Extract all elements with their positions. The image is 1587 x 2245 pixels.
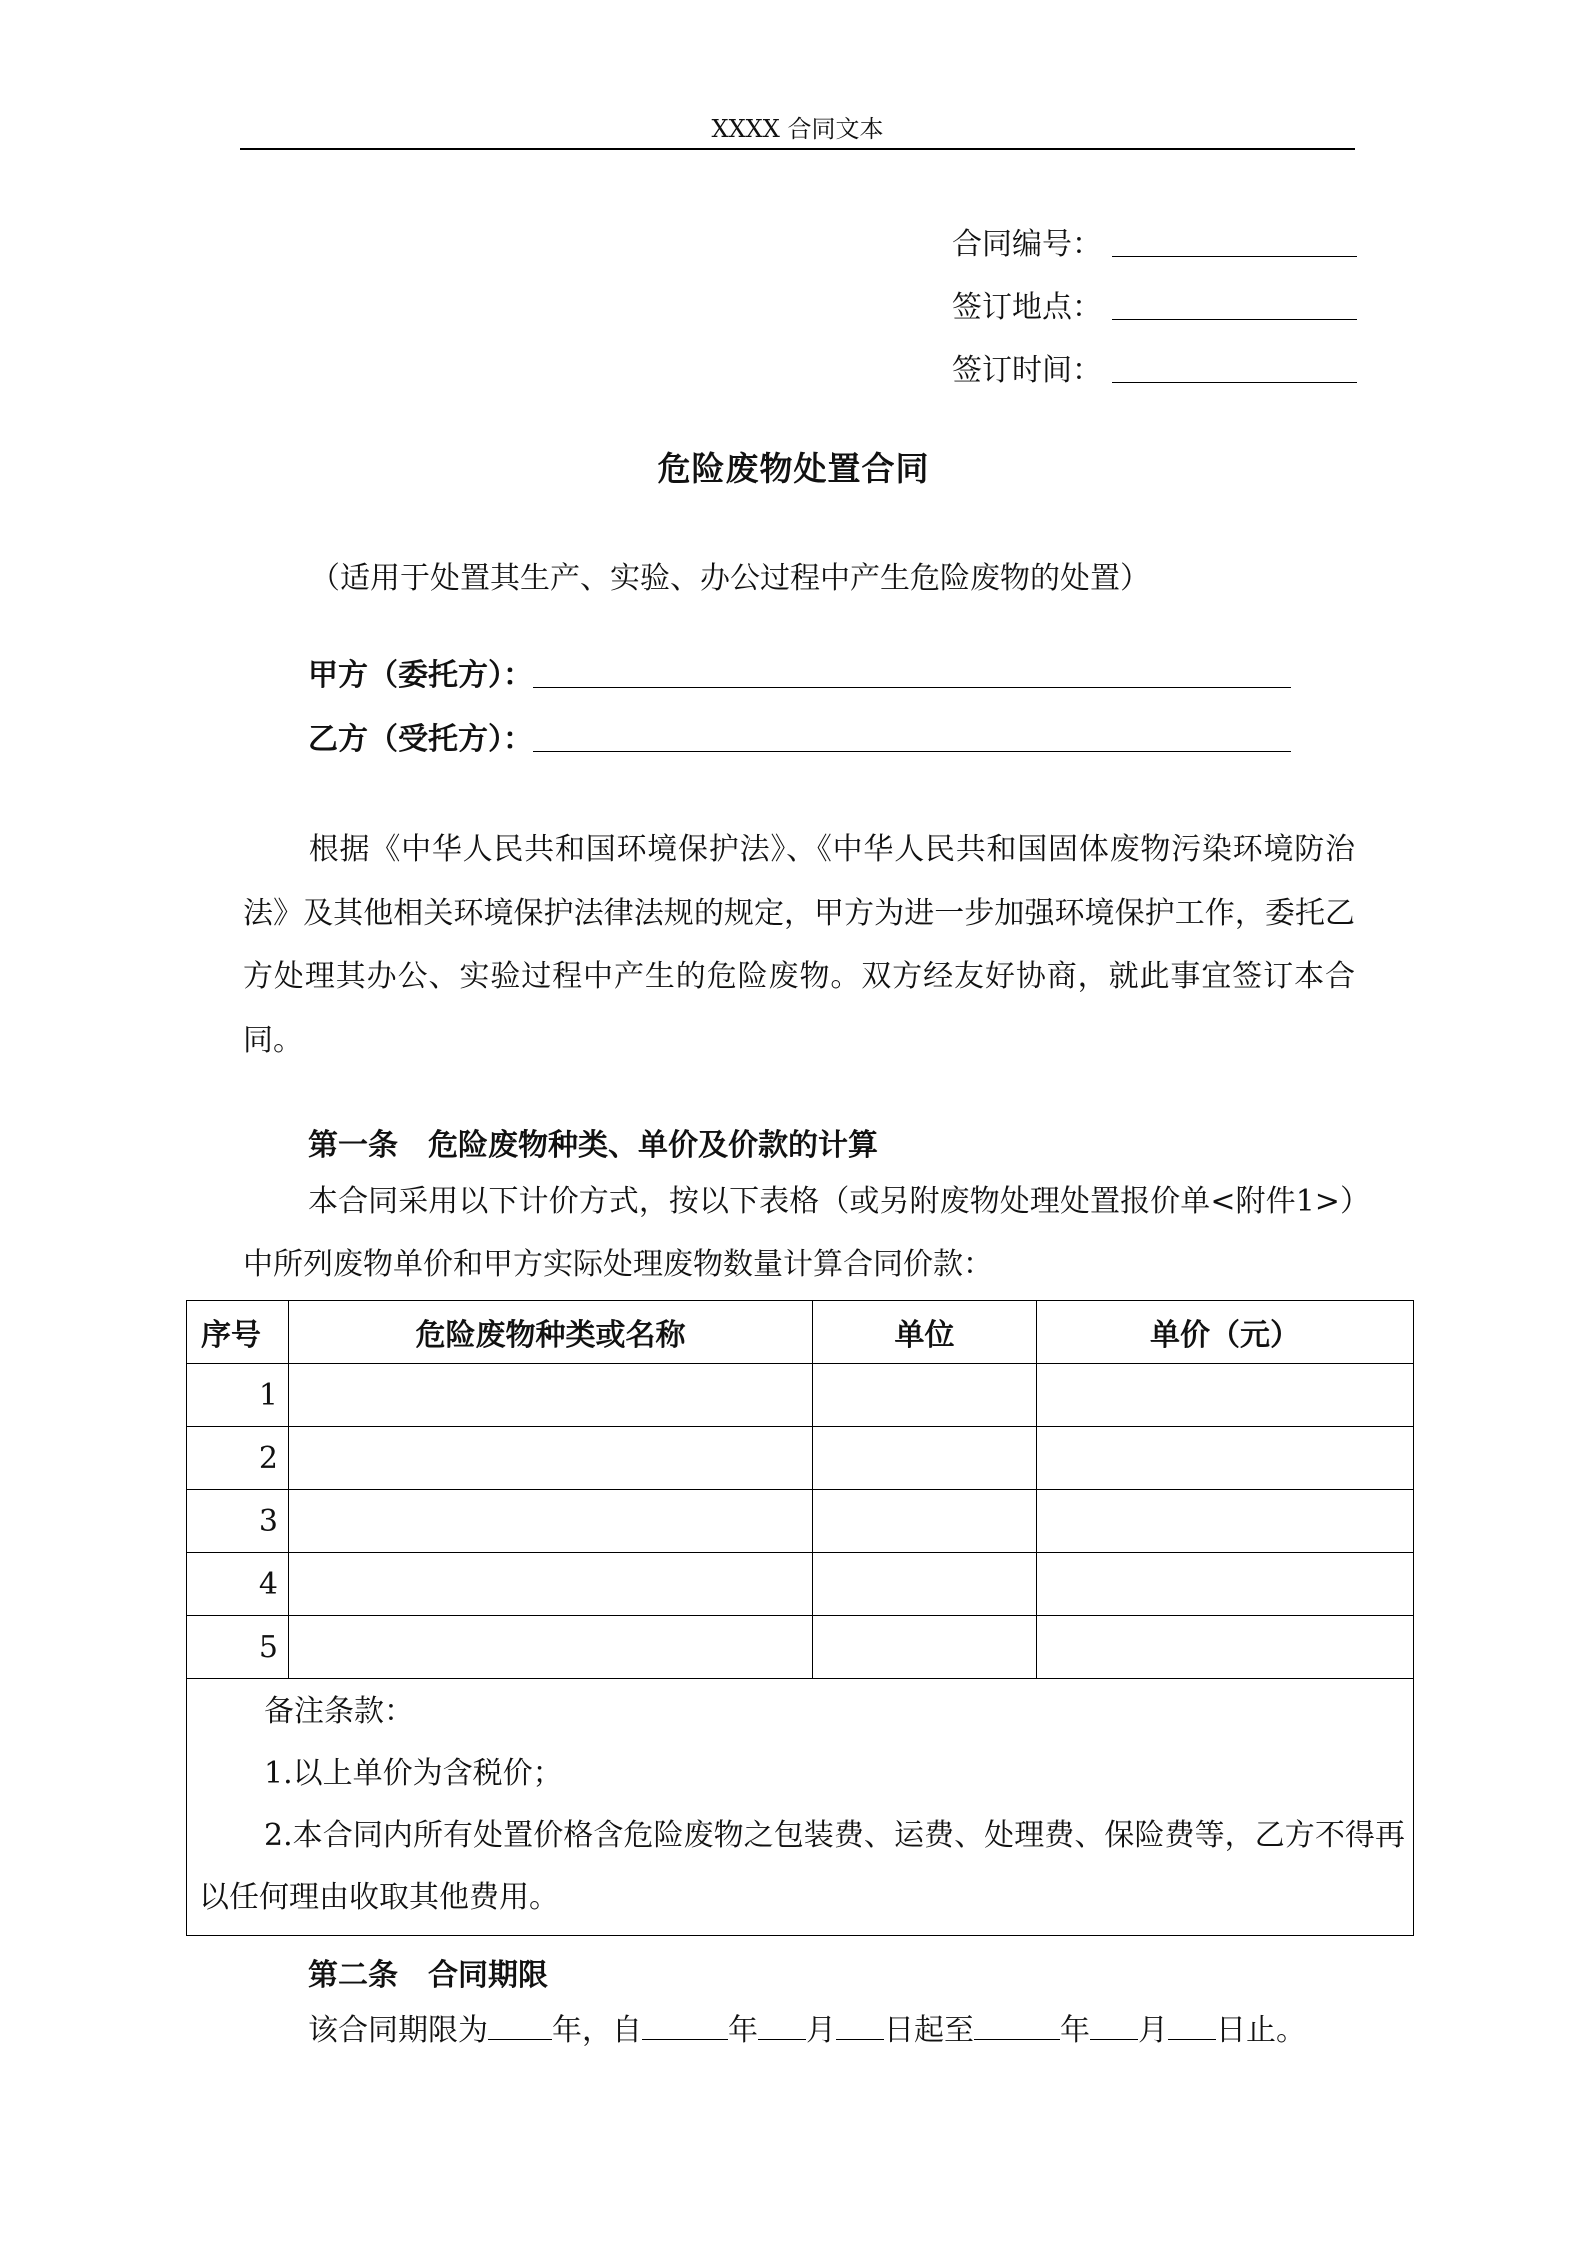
row-number: 4: [187, 1553, 289, 1616]
unit-price-cell[interactable]: [1037, 1427, 1414, 1490]
remarks-block: [187, 1679, 1413, 1935]
waste-name-cell[interactable]: [289, 1553, 813, 1616]
table-row: [187, 1553, 1414, 1616]
waste-name-cell[interactable]: [289, 1616, 813, 1679]
term-text: 年，自: [552, 2013, 642, 2048]
signing-date-row: [952, 326, 1357, 389]
signing-date-field[interactable]: [1112, 352, 1357, 383]
contract-number-row: [952, 200, 1357, 263]
column-header-name: 危险废物种类或名称: [289, 1301, 813, 1364]
column-header-price: 单价（元）: [1037, 1301, 1414, 1364]
unit-cell[interactable]: [813, 1616, 1037, 1679]
document-subtitle: （适用于处置其生产、实验、办公过程中产生危险废物的处置）: [310, 561, 1150, 596]
column-header-unit: 单位: [813, 1301, 1037, 1364]
table-row: [187, 1427, 1414, 1490]
preamble-paragraph: [243, 818, 1355, 1072]
remark-item: 2.本合同内所有处置价格含危险废物之包装费、运费、处理费、保险费等，乙方不得再以任何理由收取其他费用。: [199, 1818, 1405, 1915]
article-1-heading: 第一条 危险废物种类、单价及价款的计算: [308, 1128, 878, 1163]
table-row: [187, 1490, 1414, 1553]
unit-price-cell[interactable]: [1037, 1616, 1414, 1679]
table-row: [187, 1364, 1414, 1427]
party-a-row: [308, 650, 1308, 694]
end-month-field[interactable]: [1090, 2011, 1138, 2040]
party-b-label: 乙方（受托方）：: [308, 722, 533, 757]
waste-name-cell[interactable]: [289, 1427, 813, 1490]
row-number: 3: [187, 1490, 289, 1553]
unit-price-cell[interactable]: [1037, 1553, 1414, 1616]
unit-cell[interactable]: [813, 1427, 1037, 1490]
term-text: 日止。: [1216, 2013, 1306, 2048]
term-text: 年: [1060, 2013, 1090, 2048]
party-b-field[interactable]: [533, 721, 1291, 752]
running-header-text: XXXX 合同文本: [711, 115, 884, 143]
signing-place-field[interactable]: [1112, 289, 1357, 320]
row-number: 5: [187, 1616, 289, 1679]
document-title: 危险废物处置合同: [657, 449, 930, 488]
waste-name-cell[interactable]: [289, 1490, 813, 1553]
contract-meta-block: [952, 200, 1357, 389]
remark-item: 1.以上单价为含税价；: [264, 1756, 563, 1791]
unit-cell[interactable]: [813, 1364, 1037, 1427]
signing-date-label: 签订时间：: [952, 353, 1102, 388]
contract-term-line: [308, 2005, 1306, 2049]
notes-row: [187, 1679, 1414, 1936]
unit-price-cell[interactable]: [1037, 1490, 1414, 1553]
remarks-title: 备注条款：: [264, 1694, 414, 1729]
preamble-text: 根据《中华人民共和国环境保护法》、《中华人民共和国固体废物污染环境防治法》及其他相关环境保护法律法规的规定，甲方为进一步加强环境保护工作，委托乙方处理其办公、实验过程中产生的危险废物。双方经友好协商，就此事宜签订本合同。: [243, 832, 1355, 1058]
article-1-text: 本合同采用以下计价方式，按以下表格（或另附废物处理处置报价单<附件1>）中所列废物单价和甲方实际处理废物数量计算合同价款：: [243, 1184, 1355, 1282]
party-a-label: 甲方（委托方）：: [308, 658, 533, 693]
contract-number-field[interactable]: [1112, 226, 1357, 257]
table-row: [187, 1616, 1414, 1679]
term-text: 月: [806, 2013, 836, 2048]
term-text: 该合同期限为: [308, 2013, 488, 2048]
article-2-heading: 第二条 合同期限: [308, 1958, 548, 1993]
price-table: [186, 1300, 1414, 1936]
notes-cell: [187, 1679, 1414, 1936]
start-year-field[interactable]: [642, 2011, 728, 2040]
running-header: [240, 110, 1355, 150]
start-month-field[interactable]: [758, 2011, 806, 2040]
start-day-field[interactable]: [836, 2011, 884, 2040]
signing-place-label: 签订地点：: [952, 290, 1102, 325]
table-header-row: [187, 1301, 1414, 1364]
waste-name-cell[interactable]: [289, 1364, 813, 1427]
row-number: 1: [187, 1364, 289, 1427]
unit-cell[interactable]: [813, 1553, 1037, 1616]
term-years-field[interactable]: [488, 2011, 552, 2040]
term-text: 月: [1138, 2013, 1168, 2048]
column-header-seq: 序号: [187, 1301, 289, 1364]
contract-number-label: 合同编号：: [952, 227, 1102, 262]
end-year-field[interactable]: [974, 2011, 1060, 2040]
end-day-field[interactable]: [1168, 2011, 1216, 2040]
unit-price-cell[interactable]: [1037, 1364, 1414, 1427]
party-a-field[interactable]: [533, 657, 1291, 688]
unit-cell[interactable]: [813, 1490, 1037, 1553]
term-text: 年: [728, 2013, 758, 2048]
row-number: 2: [187, 1427, 289, 1490]
party-b-row: [308, 714, 1308, 758]
term-text: 日起至: [884, 2013, 974, 2048]
signing-place-row: [952, 263, 1357, 326]
